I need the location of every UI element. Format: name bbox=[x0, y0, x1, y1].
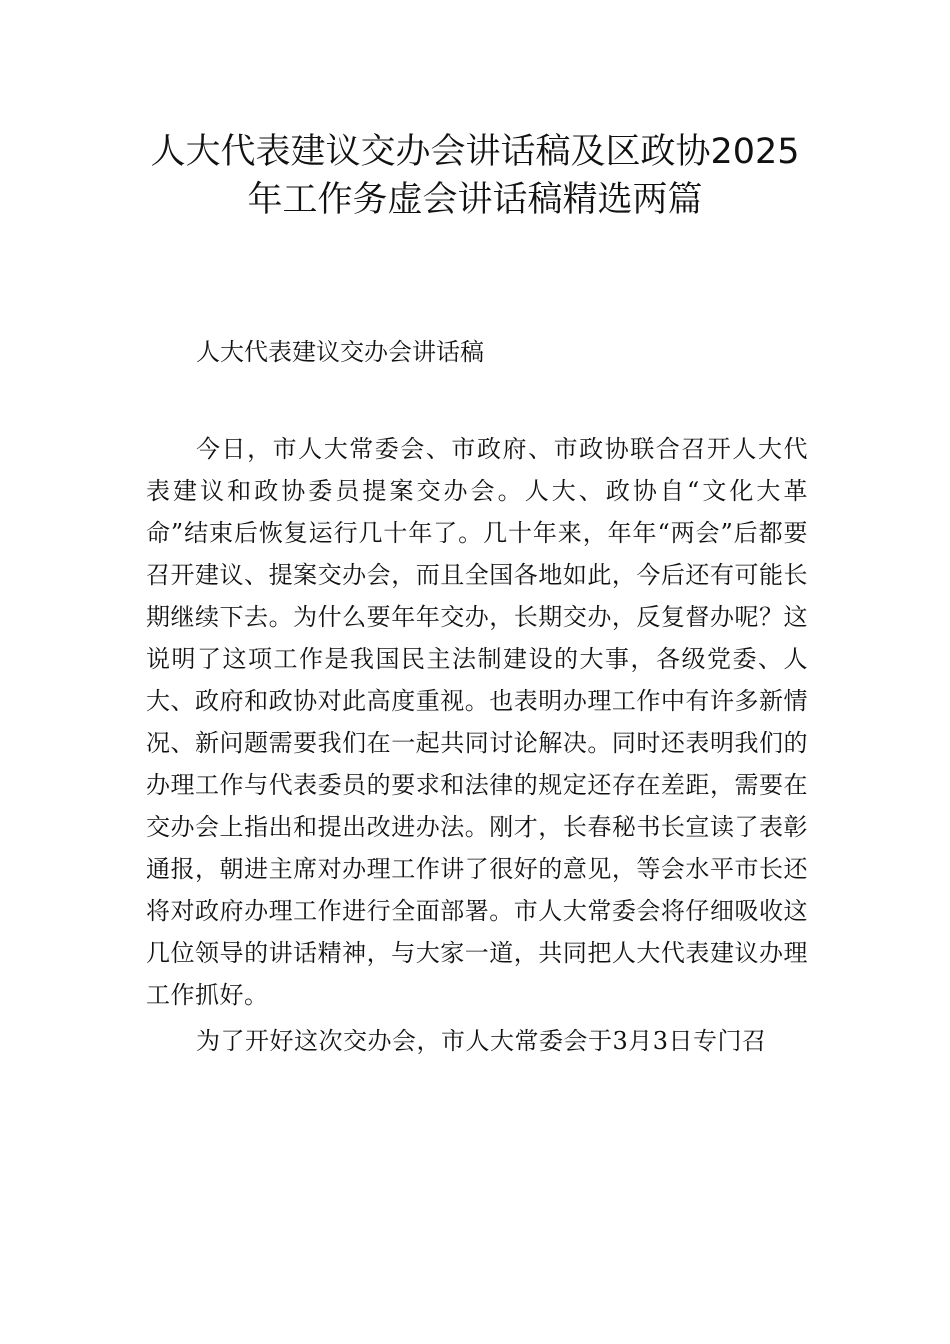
title-line-2: 年工作务虚会讲话稿精选两篇 bbox=[247, 180, 703, 220]
paragraph-2: 为了开好这次交办会，市人大常委会于3月3日专门召 bbox=[196, 1027, 767, 1055]
document-title bbox=[140, 128, 810, 224]
title-line-1: 人大代表建议交办会讲话稿及区政协2025 bbox=[150, 132, 800, 172]
section-subtitle: 人大代表建议交办会讲话稿 bbox=[196, 338, 484, 366]
body-text bbox=[146, 428, 808, 1062]
paragraph-1: 今日，市人大常委会、市政府、市政协联合召开人大代表建议和政协委员提案交办会。人大、政协自“文化大革命”结束后恢复运行几十年了。几十年来，年年“两会”后都要召开建议、提案交办会，而且全国各地如此，今后还有可能长期继续下去。为什么要年年交办，长期交办，反复督办呢？这说明了这项工作是我国民主法制建设的大事，各级党委、人大、政府和政协对此高度重视。也表明办理工作中有许多新情况、新问题需要我们在一起共同讨论解决。同时还表明我们的办理工作与代表委员的要求和法律的规定还存在差距，需要在交办会上指出和提出改进办法。刚才，长春秘书长宣读了表彰通报，朝进主席对办理工作讲了很好的意见，等会水平市长还将对政府办理工作进行全面部署。市人大常委会将仔细吸收这几位领导的讲话精神，与大家一道，共同把人大代表建议办理工作抓好。 bbox=[146, 435, 808, 1009]
